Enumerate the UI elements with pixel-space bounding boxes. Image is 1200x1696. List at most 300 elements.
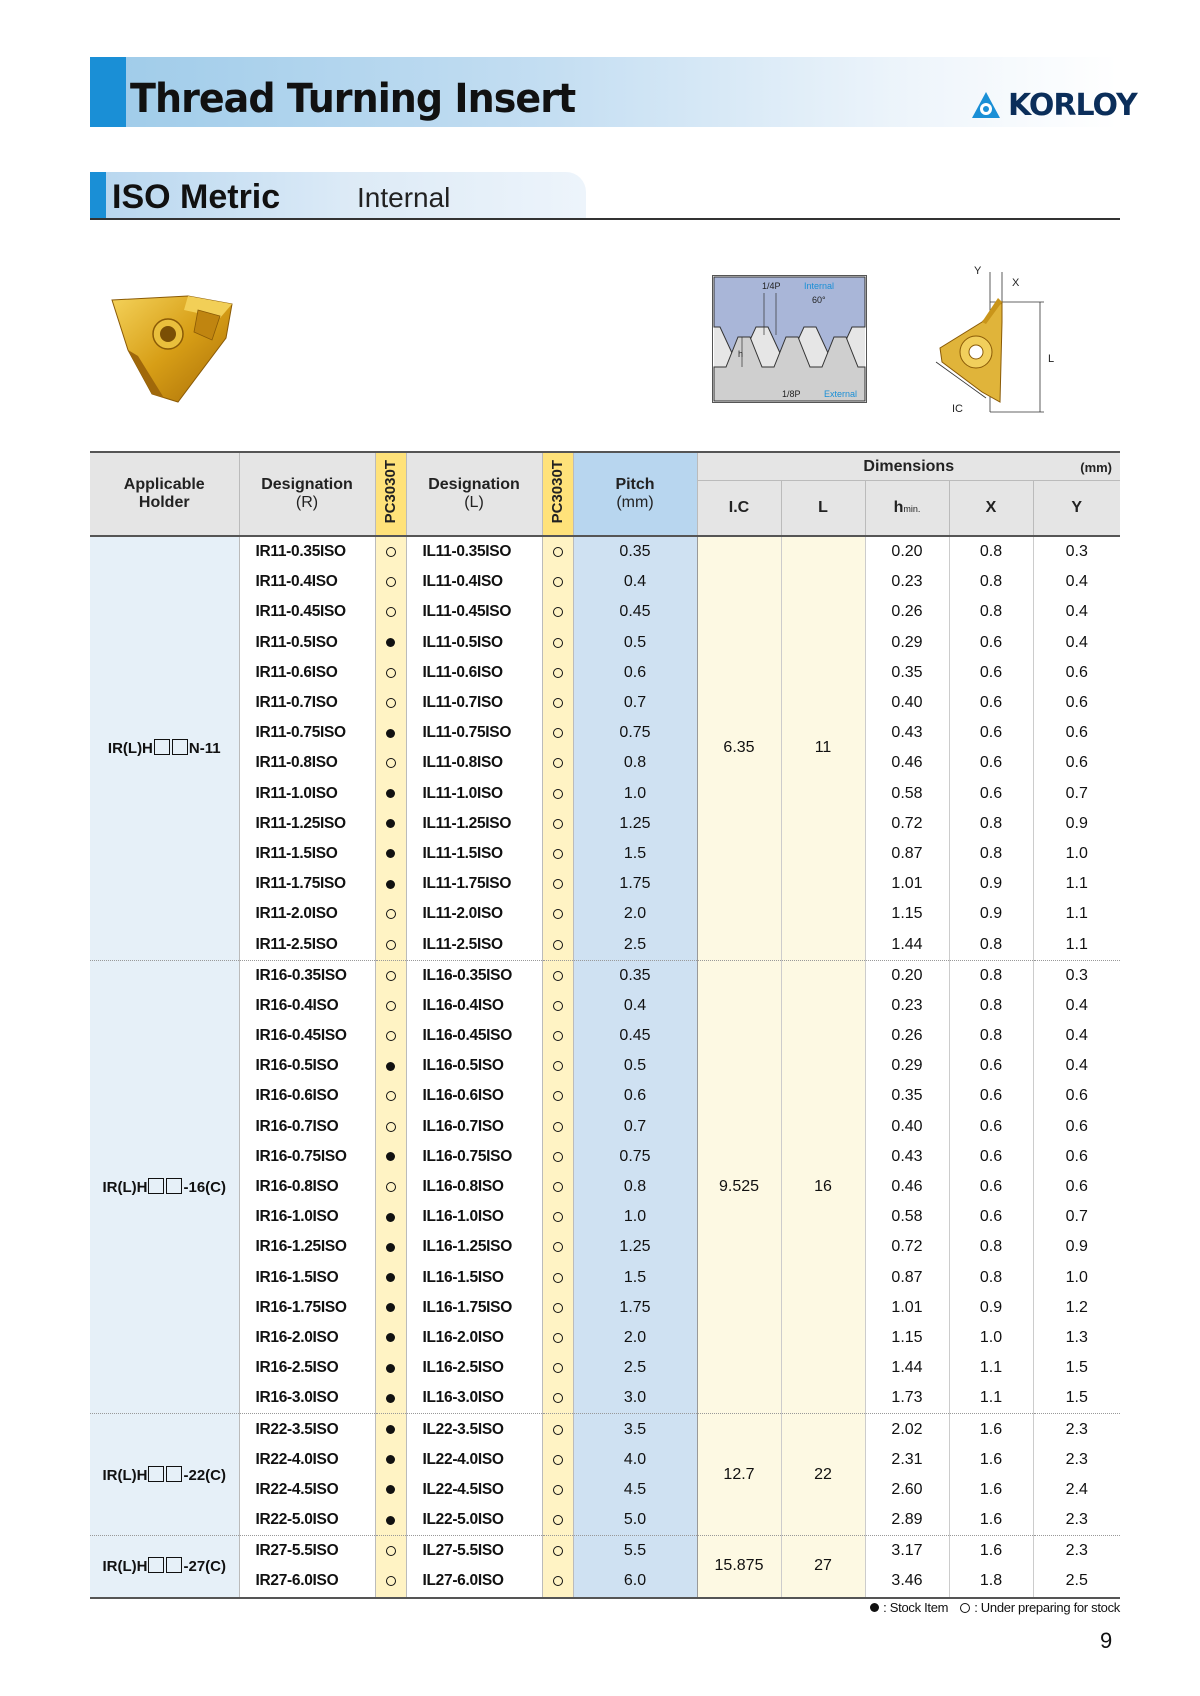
stock-l: [542, 1445, 573, 1475]
col-hmin-sub: min.: [903, 504, 921, 514]
l-cell: 27: [781, 1536, 865, 1598]
stock-dot-icon: [386, 1485, 395, 1494]
stock-r: [375, 1293, 406, 1323]
stock-l: [542, 536, 573, 567]
stock-r: [375, 1445, 406, 1475]
stock-l: [542, 1051, 573, 1081]
col-x: X: [949, 481, 1033, 537]
stock-dot-icon: [386, 819, 395, 828]
x-cell: 1.8: [949, 1566, 1033, 1597]
designation-l: IL11-1.25ISO: [406, 809, 542, 839]
preparing-circle-icon: [386, 1122, 396, 1132]
designation-r: IR16-0.4ISO: [239, 991, 375, 1021]
pitch-cell: 0.7: [573, 1112, 697, 1142]
designation-r: IR22-4.0ISO: [239, 1445, 375, 1475]
pitch-cell: 5.0: [573, 1505, 697, 1536]
pitch-cell: 6.0: [573, 1566, 697, 1597]
l-cell: 22: [781, 1414, 865, 1536]
table-row: [90, 658, 1120, 688]
preparing-circle-icon: [386, 940, 396, 950]
x-cell: 0.8: [949, 991, 1033, 1021]
y-cell: 2.5: [1065, 1572, 1088, 1590]
y-cell: 1.1: [1065, 875, 1088, 893]
hmin-cell: 1.01: [865, 1293, 949, 1323]
legend-stock: : Stock Item: [883, 1600, 949, 1615]
designation-r: IR16-0.7ISO: [239, 1112, 375, 1142]
stock-l: [542, 597, 573, 627]
hmin-cell: 2.89: [865, 1505, 949, 1536]
designation-l: IL16-0.4ISO: [406, 991, 542, 1021]
stock-r: [375, 809, 406, 839]
preparing-circle-icon: [553, 1425, 563, 1435]
preparing-circle-icon: [553, 607, 563, 617]
designation-l: IL11-0.75ISO: [406, 718, 542, 748]
table-row: [90, 1505, 1120, 1536]
designation-l: IL11-0.45ISO: [406, 597, 542, 627]
y-cell: 1.0: [1065, 844, 1088, 862]
stock-l: [542, 779, 573, 809]
pitch-cell: 1.0: [573, 1202, 697, 1232]
designation-l: IL16-2.0ISO: [406, 1323, 542, 1353]
stock-dot-icon: [386, 1516, 395, 1525]
y-cell: 1.1: [1065, 905, 1088, 923]
x-cell: 1.6: [949, 1536, 1033, 1567]
y-cell: 0.9: [1065, 814, 1088, 832]
eighth-pitch-label: 1/8P: [782, 389, 801, 399]
table-row: [90, 1293, 1120, 1323]
y-cell: 0.6: [1065, 1087, 1088, 1105]
hmin-cell: 3.17: [865, 1536, 949, 1567]
hmin-cell: 0.20: [865, 536, 949, 567]
y-cell: 0.9: [1065, 1238, 1088, 1256]
preparing-circle-icon: [553, 789, 563, 799]
stock-l: [542, 658, 573, 688]
hmin-cell: 1.44: [865, 1353, 949, 1383]
holder-prefix: IR(L)H: [102, 1466, 148, 1484]
y-cell: 1.5: [1065, 1389, 1088, 1407]
hmin-cell: 0.58: [865, 1202, 949, 1232]
stock-dot-icon: [386, 1273, 395, 1282]
y-cell: 0.3: [1065, 543, 1088, 561]
preparing-circle-icon: [386, 1001, 396, 1011]
dim-l-label: L: [1048, 353, 1055, 365]
holder-suffix: -22(C): [183, 1466, 226, 1484]
col-pitch-label: Pitch: [615, 476, 655, 493]
y-cell: 2.3: [1033, 1414, 1120, 1445]
insert-photo: [108, 290, 240, 405]
holder-cell: [90, 1536, 239, 1598]
preparing-circle-icon: [553, 668, 563, 678]
designation-r: IR16-1.0ISO: [239, 1202, 375, 1232]
preparing-circle-icon: [553, 1122, 563, 1132]
y-cell: 0.4: [1065, 573, 1088, 591]
table-row: [90, 597, 1120, 627]
col-pitch-unit: (mm): [616, 494, 654, 511]
hmin-cell: 0.26: [865, 1021, 949, 1051]
stock-dot-icon: [386, 1333, 395, 1342]
designation-r: IR16-0.45ISO: [239, 1021, 375, 1051]
preparing-circle-icon: [553, 1182, 563, 1192]
designation-l: IL16-0.8ISO: [406, 1172, 542, 1202]
x-cell: 0.6: [949, 1112, 1033, 1142]
preparing-circle-icon: [553, 940, 563, 950]
table-row: [90, 1536, 1120, 1567]
table-row: [90, 1566, 1120, 1597]
designation-l: IL11-1.5ISO: [406, 839, 542, 869]
col-holder: [90, 452, 239, 536]
pitch-cell: 0.35: [573, 536, 697, 567]
designation-r: IR11-1.25ISO: [239, 809, 375, 839]
stock-dot-icon: [386, 1303, 395, 1312]
stock-l: [542, 991, 573, 1021]
designation-r: IR11-1.0ISO: [239, 779, 375, 809]
stock-r: [375, 1142, 406, 1172]
col-holder-label: Applicable Holder: [123, 476, 205, 511]
col-pitch: [573, 452, 697, 536]
preparing-circle-icon: [553, 819, 563, 829]
x-cell: 0.8: [949, 960, 1033, 991]
table-row: [90, 1383, 1120, 1414]
preparing-circle-icon: [553, 1273, 563, 1283]
external-label: External: [824, 389, 858, 399]
preparing-circle-icon: [553, 971, 563, 981]
col-hmin-label: h: [893, 499, 904, 516]
x-cell: 0.8: [949, 536, 1033, 567]
designation-l: IL22-5.0ISO: [406, 1505, 542, 1536]
col-grade-l-label: PC3030T: [549, 459, 566, 524]
preparing-circle-icon: [553, 849, 563, 859]
designation-r: IR27-5.5ISO: [239, 1536, 375, 1567]
preparing-circle-icon: [386, 971, 396, 981]
placeholder-box-icon: [172, 739, 188, 755]
preparing-circle-icon: [553, 1001, 563, 1011]
stock-r: [375, 1414, 406, 1445]
quarter-pitch-label: 1/4P: [762, 281, 781, 291]
table-row: [90, 1021, 1120, 1051]
x-cell: 0.6: [949, 658, 1033, 688]
x-cell: 0.8: [949, 1021, 1033, 1051]
stock-r: [375, 929, 406, 960]
x-cell: 0.6: [949, 718, 1033, 748]
table-row: [90, 1414, 1120, 1445]
designation-r: IR16-0.5ISO: [239, 1051, 375, 1081]
col-dimensions-unit: (mm): [1080, 460, 1113, 475]
designation-r: IR11-0.75ISO: [239, 718, 375, 748]
stock-l: [542, 688, 573, 718]
y-cell: 2.3: [1033, 1536, 1120, 1567]
x-cell: 0.6: [949, 1142, 1033, 1172]
stock-l: [542, 1536, 573, 1567]
x-cell: 1.6: [949, 1475, 1033, 1505]
ic-cell: 9.525: [697, 960, 781, 1414]
insert-dimension-diagram: [930, 262, 1070, 420]
hmin-cell: 0.43: [865, 1142, 949, 1172]
designation-r: IR16-0.6ISO: [239, 1081, 375, 1111]
korloy-logo-icon: [970, 90, 1002, 120]
designation-r: IR16-0.35ISO: [239, 960, 375, 991]
pitch-cell: 3.5: [573, 1414, 697, 1445]
table-row: [90, 1172, 1120, 1202]
stock-l: [542, 718, 573, 748]
pitch-cell: 0.75: [573, 1142, 697, 1172]
stock-r: [375, 1172, 406, 1202]
preparing-circle-icon: [553, 1546, 563, 1556]
designation-r: IR11-1.5ISO: [239, 839, 375, 869]
internal-label: Internal: [804, 281, 835, 291]
stock-dot-icon: [386, 1364, 395, 1373]
stock-r: [375, 839, 406, 869]
designation-r: IR16-3.0ISO: [239, 1383, 375, 1414]
stock-dot-icon: [386, 789, 395, 798]
col-designation-l: [406, 452, 542, 536]
x-cell: 0.8: [949, 839, 1033, 869]
stock-dot-icon: [870, 1603, 879, 1612]
stock-dot-icon: [386, 1213, 395, 1222]
holder-cell: [90, 536, 239, 960]
stock-r: [375, 1051, 406, 1081]
preparing-circle-icon: [386, 909, 396, 919]
preparing-circle-icon: [386, 1031, 396, 1041]
y-cell: 1.5: [1065, 1359, 1088, 1377]
stock-dot-icon: [386, 729, 395, 738]
hmin-cell: 0.23: [865, 567, 949, 597]
designation-r: IR27-6.0ISO: [239, 1566, 375, 1597]
stock-r: [375, 658, 406, 688]
preparing-circle-icon: [386, 668, 396, 678]
pitch-cell: 0.8: [573, 1172, 697, 1202]
preparing-circle-icon: [553, 1455, 563, 1465]
dim-ic-label: IC: [952, 403, 963, 415]
preparing-circle-icon: [553, 698, 563, 708]
table-row: [90, 839, 1120, 869]
table-row: [90, 960, 1120, 991]
table-row: [90, 536, 1120, 567]
y-cell: 2.4: [1065, 1480, 1088, 1498]
table-row: [90, 718, 1120, 748]
pitch-cell: 0.45: [573, 1021, 697, 1051]
y-cell: 1.3: [1065, 1328, 1088, 1346]
hmin-cell: 0.87: [865, 839, 949, 869]
holder-suffix: N-11: [188, 740, 221, 758]
hmin-cell: 0.35: [865, 1081, 949, 1111]
designation-r: IR11-2.0ISO: [239, 899, 375, 929]
pitch-cell: 5.5: [573, 1536, 697, 1567]
hmin-cell: 3.46: [865, 1566, 949, 1597]
x-cell: 0.6: [949, 1202, 1033, 1232]
x-cell: 0.9: [949, 869, 1033, 899]
designation-r: IR11-0.5ISO: [239, 628, 375, 658]
designation-r: IR11-0.6ISO: [239, 658, 375, 688]
y-cell: 0.7: [1065, 1208, 1088, 1226]
ic-cell: 6.35: [697, 536, 781, 960]
col-y: Y: [1033, 481, 1120, 537]
pitch-cell: 0.4: [573, 567, 697, 597]
stock-l: [542, 1112, 573, 1142]
stock-r: [375, 960, 406, 991]
y-cell: 0.6: [1065, 1178, 1088, 1196]
designation-r: IR16-1.75ISO: [239, 1293, 375, 1323]
table-row: [90, 869, 1120, 899]
y-cell: 1.1: [1065, 935, 1088, 953]
x-cell: 0.6: [949, 779, 1033, 809]
table-row: [90, 628, 1120, 658]
table-row: [90, 779, 1120, 809]
col-dimensions-label: Dimensions: [863, 457, 955, 475]
pitch-cell: 3.0: [573, 1383, 697, 1414]
stock-r: [375, 1202, 406, 1232]
x-cell: 0.6: [949, 628, 1033, 658]
preparing-circle-icon: [553, 1393, 563, 1403]
x-cell: 0.8: [949, 1232, 1033, 1262]
x-cell: 0.6: [949, 748, 1033, 778]
designation-r: IR22-4.5ISO: [239, 1475, 375, 1505]
stock-dot-icon: [386, 849, 395, 858]
col-l: L: [781, 481, 865, 537]
pitch-cell: 0.35: [573, 960, 697, 991]
thread-profile-diagram: [712, 275, 867, 403]
holder-prefix: IR(L)H: [107, 740, 153, 758]
stock-l: [542, 1081, 573, 1111]
y-cell: 1.2: [1065, 1298, 1088, 1316]
designation-r: IR16-2.0ISO: [239, 1323, 375, 1353]
stock-r: [375, 567, 406, 597]
table-row: [90, 1323, 1120, 1353]
hmin-cell: 0.72: [865, 809, 949, 839]
y-cell: 0.6: [1065, 754, 1088, 772]
pitch-cell: 4.0: [573, 1445, 697, 1475]
hmin-cell: 0.29: [865, 628, 949, 658]
preparing-circle-icon: [386, 1546, 396, 1556]
x-cell: 0.6: [949, 1051, 1033, 1081]
designation-l: IL11-1.0ISO: [406, 779, 542, 809]
dim-x-label: X: [1012, 277, 1020, 289]
preparing-circle-icon: [553, 1576, 563, 1586]
stock-dot-icon: [386, 1425, 395, 1434]
preparing-circle-icon: [553, 1515, 563, 1525]
designation-l: IL22-4.0ISO: [406, 1445, 542, 1475]
placeholder-box-icon: [148, 1178, 164, 1194]
hmin-cell: 1.15: [865, 899, 949, 929]
preparing-circle-icon: [386, 1091, 396, 1101]
designation-r: IR16-1.25ISO: [239, 1232, 375, 1262]
y-cell: 1.0: [1065, 1268, 1088, 1286]
stock-l: [542, 1263, 573, 1293]
hmin-cell: 0.29: [865, 1051, 949, 1081]
y-cell: 2.3: [1065, 1511, 1088, 1529]
designation-r: IR11-0.4ISO: [239, 567, 375, 597]
placeholder-box-icon: [166, 1557, 182, 1573]
stock-r: [375, 1536, 406, 1567]
stock-dot-icon: [386, 1152, 395, 1161]
pitch-cell: 0.6: [573, 658, 697, 688]
x-cell: 0.6: [949, 688, 1033, 718]
placeholder-box-icon: [148, 1557, 164, 1573]
page-number: 9: [1100, 1628, 1113, 1653]
l-cell: 16: [781, 960, 865, 1414]
designation-l: IL16-0.75ISO: [406, 1142, 542, 1172]
x-cell: 1.1: [949, 1353, 1033, 1383]
table-row: [90, 991, 1120, 1021]
designation-l: IL11-0.4ISO: [406, 567, 542, 597]
table-row: [90, 1353, 1120, 1383]
col-designation-l-label: Designation: [428, 476, 520, 493]
holder-cell: [90, 1414, 239, 1536]
col-designation-r-sub: (R): [295, 494, 319, 511]
y-cell: 0.4: [1065, 1027, 1088, 1045]
stock-l: [542, 960, 573, 991]
hmin-cell: 0.35: [865, 658, 949, 688]
table-row: [90, 1051, 1120, 1081]
designation-l: IL16-1.75ISO: [406, 1293, 542, 1323]
col-grade-r-label: PC3030T: [382, 459, 399, 524]
y-cell: 0.4: [1065, 603, 1088, 621]
pitch-cell: 0.6: [573, 1081, 697, 1111]
stock-dot-icon: [386, 1455, 395, 1464]
preparing-circle-icon: [553, 758, 563, 768]
table-row: [90, 1081, 1120, 1111]
table-row: [90, 748, 1120, 778]
ic-cell: 15.875: [697, 1536, 781, 1598]
placeholder-box-icon: [166, 1178, 182, 1194]
designation-r: IR16-2.5ISO: [239, 1353, 375, 1383]
hmin-cell: 1.44: [865, 929, 949, 960]
placeholder-box-icon: [166, 1466, 182, 1482]
hmin-cell: 0.46: [865, 748, 949, 778]
preparing-circle-icon: [386, 547, 396, 557]
x-cell: 1.6: [949, 1414, 1033, 1445]
designation-r: IR11-0.8ISO: [239, 748, 375, 778]
y-cell: 0.7: [1065, 784, 1088, 802]
preparing-circle-icon: [386, 1576, 396, 1586]
hmin-cell: 0.26: [865, 597, 949, 627]
hmin-cell: 1.01: [865, 869, 949, 899]
designation-l: IL16-1.0ISO: [406, 1202, 542, 1232]
stock-dot-icon: [386, 1062, 395, 1071]
placeholder-box-icon: [148, 1466, 164, 1482]
designation-l: IL22-3.5ISO: [406, 1414, 542, 1445]
preparing-circle-icon: [553, 909, 563, 919]
header-accent-bar: [90, 57, 126, 127]
table-row: [90, 1232, 1120, 1262]
designation-l: IL16-0.35ISO: [406, 960, 542, 991]
stock-l: [542, 1323, 573, 1353]
stock-r: [375, 1505, 406, 1536]
table-row: [90, 1445, 1120, 1475]
pitch-cell: 1.5: [573, 1263, 697, 1293]
hmin-cell: 0.23: [865, 991, 949, 1021]
designation-l: IL16-0.5ISO: [406, 1051, 542, 1081]
stock-dot-icon: [386, 1243, 395, 1252]
preparing-circle-icon: [553, 547, 563, 557]
y-cell: 0.6: [1065, 1147, 1088, 1165]
holder-cell: [90, 960, 239, 1414]
y-cell: 2.3: [1065, 1450, 1088, 1468]
designation-r: IR22-5.0ISO: [239, 1505, 375, 1536]
y-cell: 0.4: [1065, 1057, 1088, 1075]
stock-l: [542, 869, 573, 899]
stock-l: [542, 748, 573, 778]
designation-l: IL11-0.6ISO: [406, 658, 542, 688]
designation-l: IL11-0.7ISO: [406, 688, 542, 718]
y-cell: 0.6: [1065, 1117, 1088, 1135]
designation-r: IR11-2.5ISO: [239, 929, 375, 960]
stock-r: [375, 1112, 406, 1142]
stock-r: [375, 748, 406, 778]
stock-r: [375, 1263, 406, 1293]
designation-l: IL27-5.5ISO: [406, 1536, 542, 1567]
table-row: [90, 809, 1120, 839]
preparing-circle-icon: [553, 577, 563, 587]
